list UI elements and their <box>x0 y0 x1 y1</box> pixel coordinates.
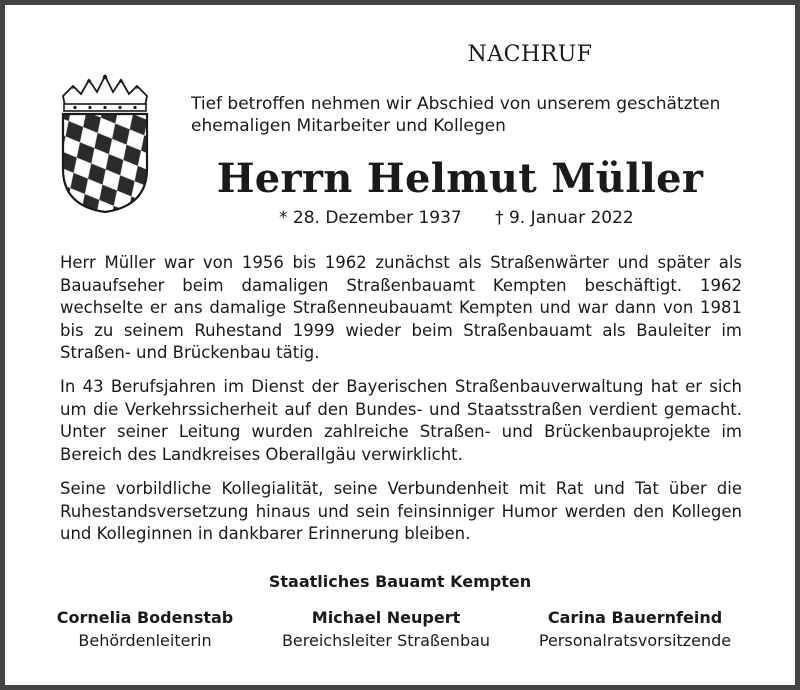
signatory-name: Cornelia Bodenstab <box>56 608 234 627</box>
signatory <box>505 606 765 652</box>
signatory-role: Bereichsleiter Straßenbau <box>281 631 491 650</box>
page-title: NACHRUF <box>467 42 593 67</box>
organization-name: Staatliches Bauamt Kempten <box>268 572 532 591</box>
death-date: † 9. Januar 2022 <box>495 208 634 228</box>
paragraph-merits: In 43 Berufsjahren im Dienst der Bayerischen Straßenbauverwaltung hat er sich um die Verkehrssicherheit auf den Bundes- und Staatsstraßen verdient gemacht. Unter seiner Leitung wurden zahlreiche Straßen- und Brückenbauprojekte im Bereich des Landkreises Oberallgäu verwirklicht. <box>60 377 742 464</box>
signatory <box>256 606 516 652</box>
paragraph-farewell: Seine vorbildliche Kollegialität, seine Verbundenheit mit Rat und Tat über die Ruhestandsversetzung hinaus und sein feinsinniger Humor werden den Kollegen und Kolleginnen in dankbarer Erinnerung bleiben. <box>60 479 742 543</box>
paragraph-career: Herr Müller war von 1956 bis 1962 zunächst als Straßenwärter und später als Bauaufseher beim damaligen Straßenbauamt Kempten beschäftigt. 1962 wechselte er ans damalige Straßenneubauamt Kempten und war dann von 1981 bis zu seinem Ruhestand 1999 wieder beim Straßenbauamt als Bauleiter im Straßen- und Brückenbau tätig. <box>60 253 742 362</box>
intro-text: Tief betroffen nehmen wir Abschied von unserem geschätzten ehemaligen Mitarbeiter und Kollegen <box>191 94 721 136</box>
signatory-role: Personalratsvorsitzende <box>538 631 732 650</box>
life-dates <box>279 208 699 228</box>
signatory <box>15 606 275 652</box>
signatory-name: Carina Bauernfeind <box>547 608 723 627</box>
birth-date: * 28. Dezember 1937 <box>279 208 462 228</box>
deceased-name: Herrn Helmut Müller <box>216 155 704 202</box>
bavarian-coat-of-arms-icon <box>55 74 155 214</box>
signatory-name: Michael Neupert <box>311 608 461 627</box>
signatory-role: Behördenleiterin <box>78 631 212 650</box>
